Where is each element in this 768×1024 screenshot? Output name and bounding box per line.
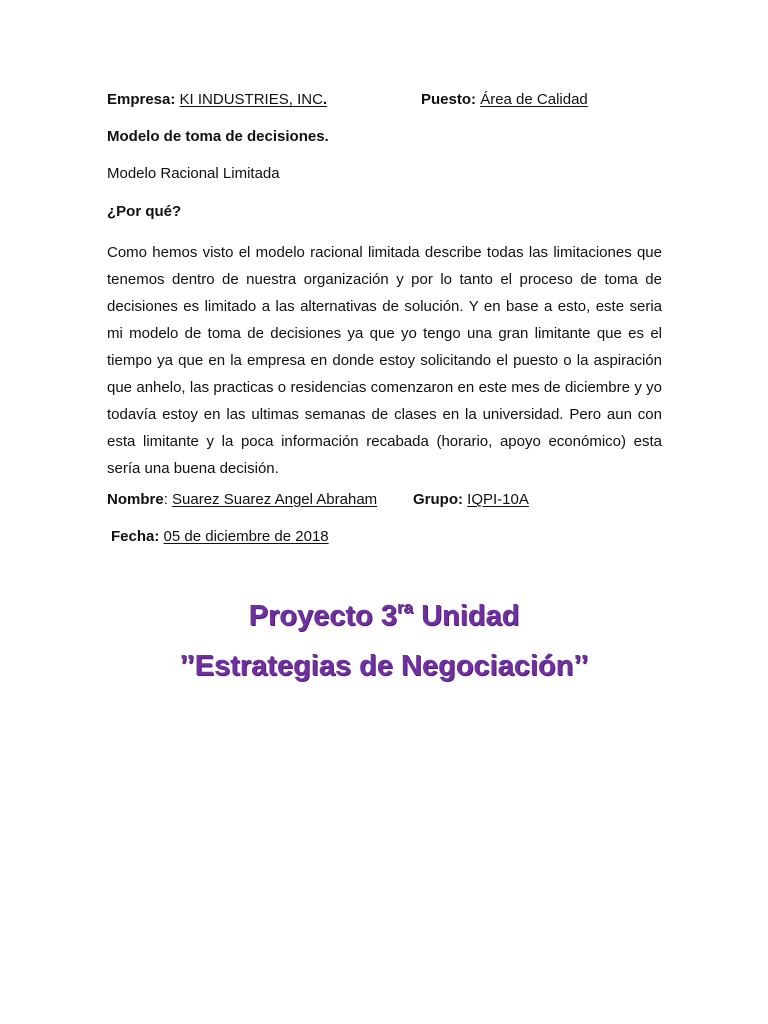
nombre-line [107, 491, 377, 509]
project-subtitle: ’’Estrategias de Negociación’’ [179, 650, 589, 682]
modelo-value: Modelo Racional Limitada [107, 165, 280, 182]
fecha-value: 05 de diciembre de 2018 [163, 528, 329, 545]
fecha-label: Fecha: [111, 528, 160, 545]
heading-modelo: Modelo de toma de decisiones. [107, 128, 329, 145]
nombre-separator: : [163, 491, 173, 508]
heading-porque: ¿Por qué? [107, 203, 182, 220]
grupo-label: Grupo: [413, 491, 463, 508]
puesto-line [421, 91, 588, 109]
nombre-label: Nombre [107, 491, 164, 508]
empresa-label: Empresa: [107, 91, 176, 108]
project-title-superscript: ra [396, 598, 414, 617]
fecha-line [111, 528, 329, 546]
project-title-prefix: Proyecto 3 [248, 600, 397, 632]
grupo-line [413, 491, 529, 509]
puesto-label: Puesto: [421, 91, 477, 108]
empresa-dot: . [322, 91, 328, 108]
empresa-line [107, 91, 327, 109]
grupo-value: IQPI-10A [467, 491, 529, 508]
empresa-value: KI INDUSTRIES, INC [179, 91, 323, 108]
project-title [0, 600, 768, 633]
project-title-suffix: Unidad [413, 600, 520, 632]
nombre-value: Suarez Suarez Angel Abraham [172, 491, 378, 508]
puesto-value: Área de Calidad [480, 91, 588, 108]
body-paragraph: Como hemos visto el modelo racional limitada describe todas las limitaciones que tenemos dentro de nuestra organización y por lo tanto el proceso de toma de decisiones es limitado a las alternativas de solución. Y en base a esto, este seria mi modelo de toma de decisiones ya que yo tengo una gran limitante que es el tiempo ya que en la empresa en donde estoy solicitando el puesto o la aspiración que anhelo, las practicas o residencias comenzaron en este mes de diciembre y yo todavía estoy en las ultimas semanas de clases en la universidad. Pero aun con esta limitante y la poca información recabada (horario, apoyo económico) esta sería una buena decisión. [107, 244, 662, 477]
